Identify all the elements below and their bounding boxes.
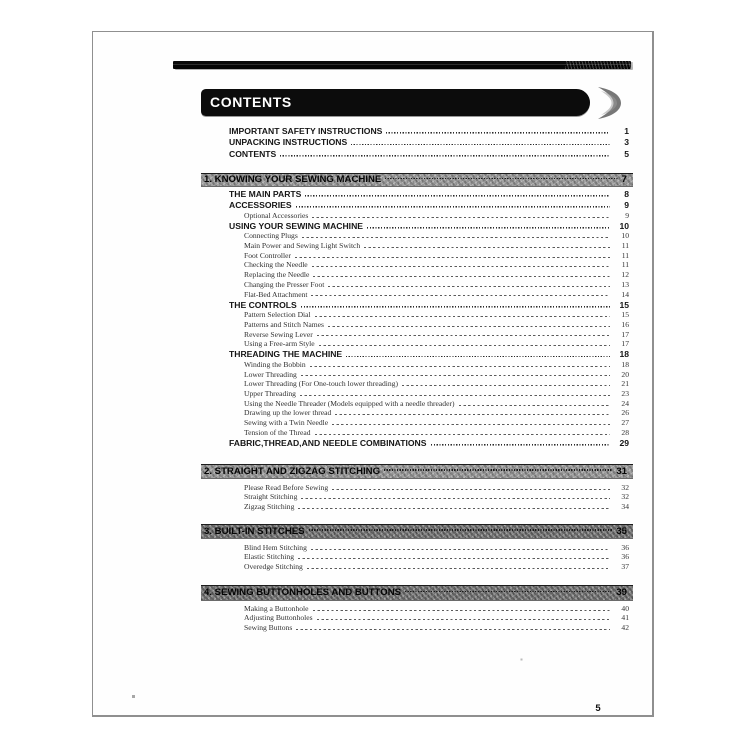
section-page-number: 35 bbox=[616, 525, 627, 537]
toc-row bbox=[229, 348, 629, 359]
toc-row-label: Connecting Plugs bbox=[244, 231, 298, 241]
dotted-leader bbox=[346, 355, 610, 357]
scan-speck bbox=[93, 32, 94, 33]
toc-row bbox=[229, 269, 629, 279]
toc-row bbox=[229, 231, 629, 241]
toc-row-label: Making a Buttonhole bbox=[244, 603, 309, 613]
crescent-icon bbox=[593, 86, 623, 120]
toc-section bbox=[201, 585, 633, 632]
toc-row bbox=[229, 289, 629, 299]
dotted-leader bbox=[351, 143, 610, 145]
toc-row-label: Elastic Stitching bbox=[244, 552, 294, 562]
toc-row bbox=[229, 359, 629, 369]
dotted-leader bbox=[305, 195, 610, 197]
toc-page-number: 12 bbox=[621, 270, 629, 280]
toc-row-label: THREADING THE MACHINE bbox=[229, 349, 343, 360]
toc-row-label: THE MAIN PARTS bbox=[229, 189, 302, 199]
toc-row-label: Patterns and Stitch Names bbox=[244, 319, 324, 329]
toc-page-number: 27 bbox=[621, 418, 629, 428]
toc-row-label: Zigzag Stitching bbox=[244, 502, 295, 512]
toc-row bbox=[229, 240, 629, 250]
toc-row bbox=[229, 188, 629, 199]
dotted-leader bbox=[328, 286, 610, 287]
toc-row bbox=[229, 369, 629, 379]
toc-row-label: Drawing up the lower thread bbox=[244, 408, 332, 418]
dotted-leader bbox=[317, 619, 610, 620]
section-title: 3. BUILT-IN STITCHES bbox=[204, 525, 305, 537]
toc-row-label: Adjusting Buttonholes bbox=[244, 613, 313, 623]
section-page-number: 7 bbox=[621, 174, 627, 185]
toc-page-number: 18 bbox=[619, 349, 629, 360]
dotted-leader bbox=[317, 335, 610, 336]
section-title: 2. STRAIGHT AND ZIGZAG STITCHING bbox=[204, 465, 381, 477]
toc-row-label: Please Read Before Sewing bbox=[244, 482, 329, 492]
dotted-leader bbox=[307, 568, 610, 569]
toc-page-number: 11 bbox=[621, 260, 629, 270]
toc-row bbox=[229, 124, 629, 136]
toc-page-number: 36 bbox=[621, 542, 629, 552]
dotted-leader bbox=[311, 295, 610, 296]
toc-row bbox=[229, 427, 629, 437]
dotted-leader bbox=[301, 375, 610, 376]
toc-page-number: 32 bbox=[621, 482, 629, 492]
toc-row-label: Overedge Stitching bbox=[244, 562, 303, 572]
toc-row-label: Optional Accessories bbox=[244, 210, 309, 220]
dotted-leader bbox=[300, 395, 610, 396]
toc-row bbox=[229, 339, 629, 349]
footer-page-number: 5 bbox=[595, 703, 601, 714]
toc-row-label: Winding the Bobbin bbox=[244, 359, 306, 369]
toc-row-label: IMPORTANT SAFETY INSTRUCTIONS bbox=[229, 125, 383, 136]
toc-page-number: 15 bbox=[621, 310, 629, 320]
toc-page-number: 34 bbox=[621, 502, 629, 512]
toc-row-label: Flat-Bed Attachment bbox=[244, 289, 308, 299]
toc-page-number: 28 bbox=[621, 427, 629, 437]
toc-row bbox=[229, 417, 629, 427]
toc-page-number: 14 bbox=[621, 289, 629, 299]
toc-row-label: Sewing Buttons bbox=[244, 623, 293, 633]
toc-row bbox=[229, 388, 629, 398]
toc-page-number: 32 bbox=[621, 492, 629, 502]
toc-page-number: 37 bbox=[621, 562, 629, 572]
toc-row bbox=[229, 279, 629, 289]
toc-page-number: 20 bbox=[621, 369, 629, 379]
section-title: 4. SEWING BUTTONHOLES AND BUTTONS bbox=[204, 587, 402, 598]
toc-row bbox=[229, 199, 629, 210]
toc-row bbox=[229, 437, 629, 448]
dotted-leader bbox=[328, 326, 610, 327]
toc-row-label: Lower Threading bbox=[244, 369, 297, 379]
toc-page-number: 21 bbox=[621, 379, 629, 389]
toc-page-number: 10 bbox=[621, 231, 629, 241]
section-header-bar bbox=[201, 464, 633, 479]
section-entries bbox=[229, 482, 629, 511]
toc-page-number: 9 bbox=[624, 200, 629, 210]
contents-header-bar bbox=[201, 89, 590, 116]
toc-page-number: 41 bbox=[621, 613, 629, 623]
toc-row-label: Blind Hem Stitching bbox=[244, 542, 307, 552]
dotted-leader bbox=[298, 508, 610, 509]
toc-row-label: Foot Controller bbox=[244, 250, 292, 260]
toc-page-number: 1 bbox=[624, 125, 629, 136]
scan-artifact-top-bar bbox=[173, 61, 631, 69]
toc-row bbox=[229, 379, 629, 389]
toc-section bbox=[201, 173, 633, 448]
toc-row bbox=[229, 220, 629, 231]
toc-row-label: Using the Needle Threader (Models equipped with a needle threader) bbox=[244, 398, 455, 408]
page-title: CONTENTS bbox=[210, 94, 292, 110]
dotted-leader bbox=[332, 489, 610, 490]
toc-row bbox=[229, 260, 629, 270]
toc-row-label: Pattern Selection Dial bbox=[244, 310, 311, 320]
toc-row bbox=[229, 613, 629, 623]
toc-row bbox=[229, 408, 629, 418]
dotted-leader bbox=[431, 444, 611, 446]
toc-row-label: Main Power and Sewing Light Switch bbox=[244, 241, 361, 251]
dotted-leader bbox=[332, 424, 610, 425]
toc-row bbox=[229, 482, 629, 492]
dotted-leader bbox=[319, 345, 610, 346]
toc-row bbox=[229, 603, 629, 613]
dotted-leader bbox=[402, 385, 610, 386]
dotted-leader bbox=[335, 414, 610, 415]
manual-page bbox=[92, 31, 654, 717]
dotted-leader bbox=[459, 405, 610, 406]
toc-section bbox=[201, 524, 633, 571]
toc-row bbox=[229, 329, 629, 339]
section-header-bar bbox=[201, 585, 633, 601]
dotted-leader bbox=[311, 549, 610, 550]
section-page-number: 39 bbox=[616, 587, 627, 598]
toc-page-number: 11 bbox=[621, 241, 629, 251]
section-header-bar bbox=[201, 173, 633, 187]
dotted-leader bbox=[301, 498, 610, 499]
toc-page-number: 9 bbox=[625, 210, 629, 220]
toc-page-number: 17 bbox=[621, 339, 629, 349]
toc-row bbox=[229, 501, 629, 511]
section-title: 1. KNOWING YOUR SEWING MACHINE bbox=[204, 174, 382, 185]
dotted-leader bbox=[312, 217, 610, 218]
section-entries bbox=[229, 188, 629, 448]
dotted-leader bbox=[313, 610, 610, 611]
dotted-leader bbox=[280, 155, 610, 157]
dotted-leader bbox=[301, 306, 610, 308]
toc-row-label: Checking the Needle bbox=[244, 260, 308, 270]
toc-row-label: Replacing the Needle bbox=[244, 270, 310, 280]
toc-row bbox=[229, 250, 629, 260]
toc-page-number: 10 bbox=[619, 220, 629, 231]
toc-row bbox=[229, 210, 629, 220]
toc-page-number: 42 bbox=[621, 623, 629, 633]
toc-page-number: 18 bbox=[621, 359, 629, 369]
toc-page-number: 16 bbox=[621, 319, 629, 329]
section-page-number: 31 bbox=[616, 465, 627, 477]
dotted-leader bbox=[296, 629, 610, 630]
dotted-leader bbox=[313, 276, 610, 277]
dotted-leader bbox=[385, 178, 618, 180]
toc-row-label: UNPACKING INSTRUCTIONS bbox=[229, 137, 348, 148]
toc-row bbox=[229, 310, 629, 320]
toc-row bbox=[229, 398, 629, 408]
toc-row-label: Reverse Sewing Lever bbox=[244, 329, 313, 339]
section-entries bbox=[229, 603, 629, 632]
section-entries bbox=[229, 542, 629, 571]
toc-row bbox=[229, 299, 629, 310]
toc-page-number: 23 bbox=[621, 389, 629, 398]
toc-row-label: THE CONTROLS bbox=[229, 299, 297, 310]
toc-page-number: 40 bbox=[621, 603, 629, 613]
dotted-leader bbox=[312, 266, 610, 267]
dotted-leader bbox=[302, 237, 610, 238]
toc-page-number: 36 bbox=[621, 552, 629, 562]
toc-page-number: 17 bbox=[621, 329, 629, 339]
section-header-bar bbox=[201, 524, 633, 539]
toc-row bbox=[229, 552, 629, 562]
toc-row-label: USING YOUR SEWING MACHINE bbox=[229, 220, 364, 231]
toc-page-number: 15 bbox=[619, 299, 629, 310]
toc-section bbox=[201, 464, 633, 511]
toc-page-number: 5 bbox=[624, 148, 629, 159]
toc-row-label: Changing the Presser Foot bbox=[244, 279, 325, 289]
dotted-leader bbox=[296, 206, 610, 208]
toc-row bbox=[229, 622, 629, 632]
dotted-leader bbox=[295, 257, 610, 258]
toc-row-label: FABRIC,THREAD,AND NEEDLE COMBINATIONS bbox=[229, 437, 427, 448]
dotted-leader bbox=[310, 366, 610, 367]
toc-page-number: 26 bbox=[621, 408, 629, 418]
dotted-leader bbox=[367, 227, 610, 229]
toc-row-label: Sewing with a Twin Needle bbox=[244, 418, 329, 428]
toc-row bbox=[229, 319, 629, 329]
dotted-leader bbox=[405, 591, 613, 593]
toc-page-number: 24 bbox=[621, 398, 629, 408]
front-matter bbox=[229, 124, 629, 159]
dotted-leader bbox=[309, 529, 614, 531]
toc-row-label: Lower Threading (For One-touch lower threading) bbox=[244, 379, 399, 389]
toc-row bbox=[229, 147, 629, 159]
dotted-leader bbox=[315, 434, 610, 435]
toc-page-number: 13 bbox=[621, 279, 629, 289]
toc-page-number: 8 bbox=[624, 189, 629, 199]
toc-row-label: Using a Free-arm Style bbox=[244, 339, 315, 349]
dotted-leader bbox=[384, 469, 613, 471]
toc-page-number: 11 bbox=[621, 250, 629, 260]
toc-row bbox=[229, 136, 629, 148]
toc-row-label: CONTENTS bbox=[229, 148, 277, 159]
toc-row bbox=[229, 561, 629, 571]
toc-page-number: 3 bbox=[624, 137, 629, 148]
dotted-leader bbox=[315, 316, 610, 317]
toc-row-label: Tension of the Thread bbox=[244, 427, 311, 437]
toc-row-label: Straight Stitching bbox=[244, 492, 298, 502]
toc-row-label: ACCESSORIES bbox=[229, 200, 292, 210]
dotted-leader bbox=[364, 247, 610, 248]
dotted-leader bbox=[298, 558, 610, 559]
toc-row bbox=[229, 492, 629, 502]
toc-row bbox=[229, 542, 629, 552]
toc-page-number: 29 bbox=[619, 437, 629, 448]
toc-row-label: Upper Threading bbox=[244, 389, 296, 398]
dotted-leader bbox=[386, 132, 610, 134]
